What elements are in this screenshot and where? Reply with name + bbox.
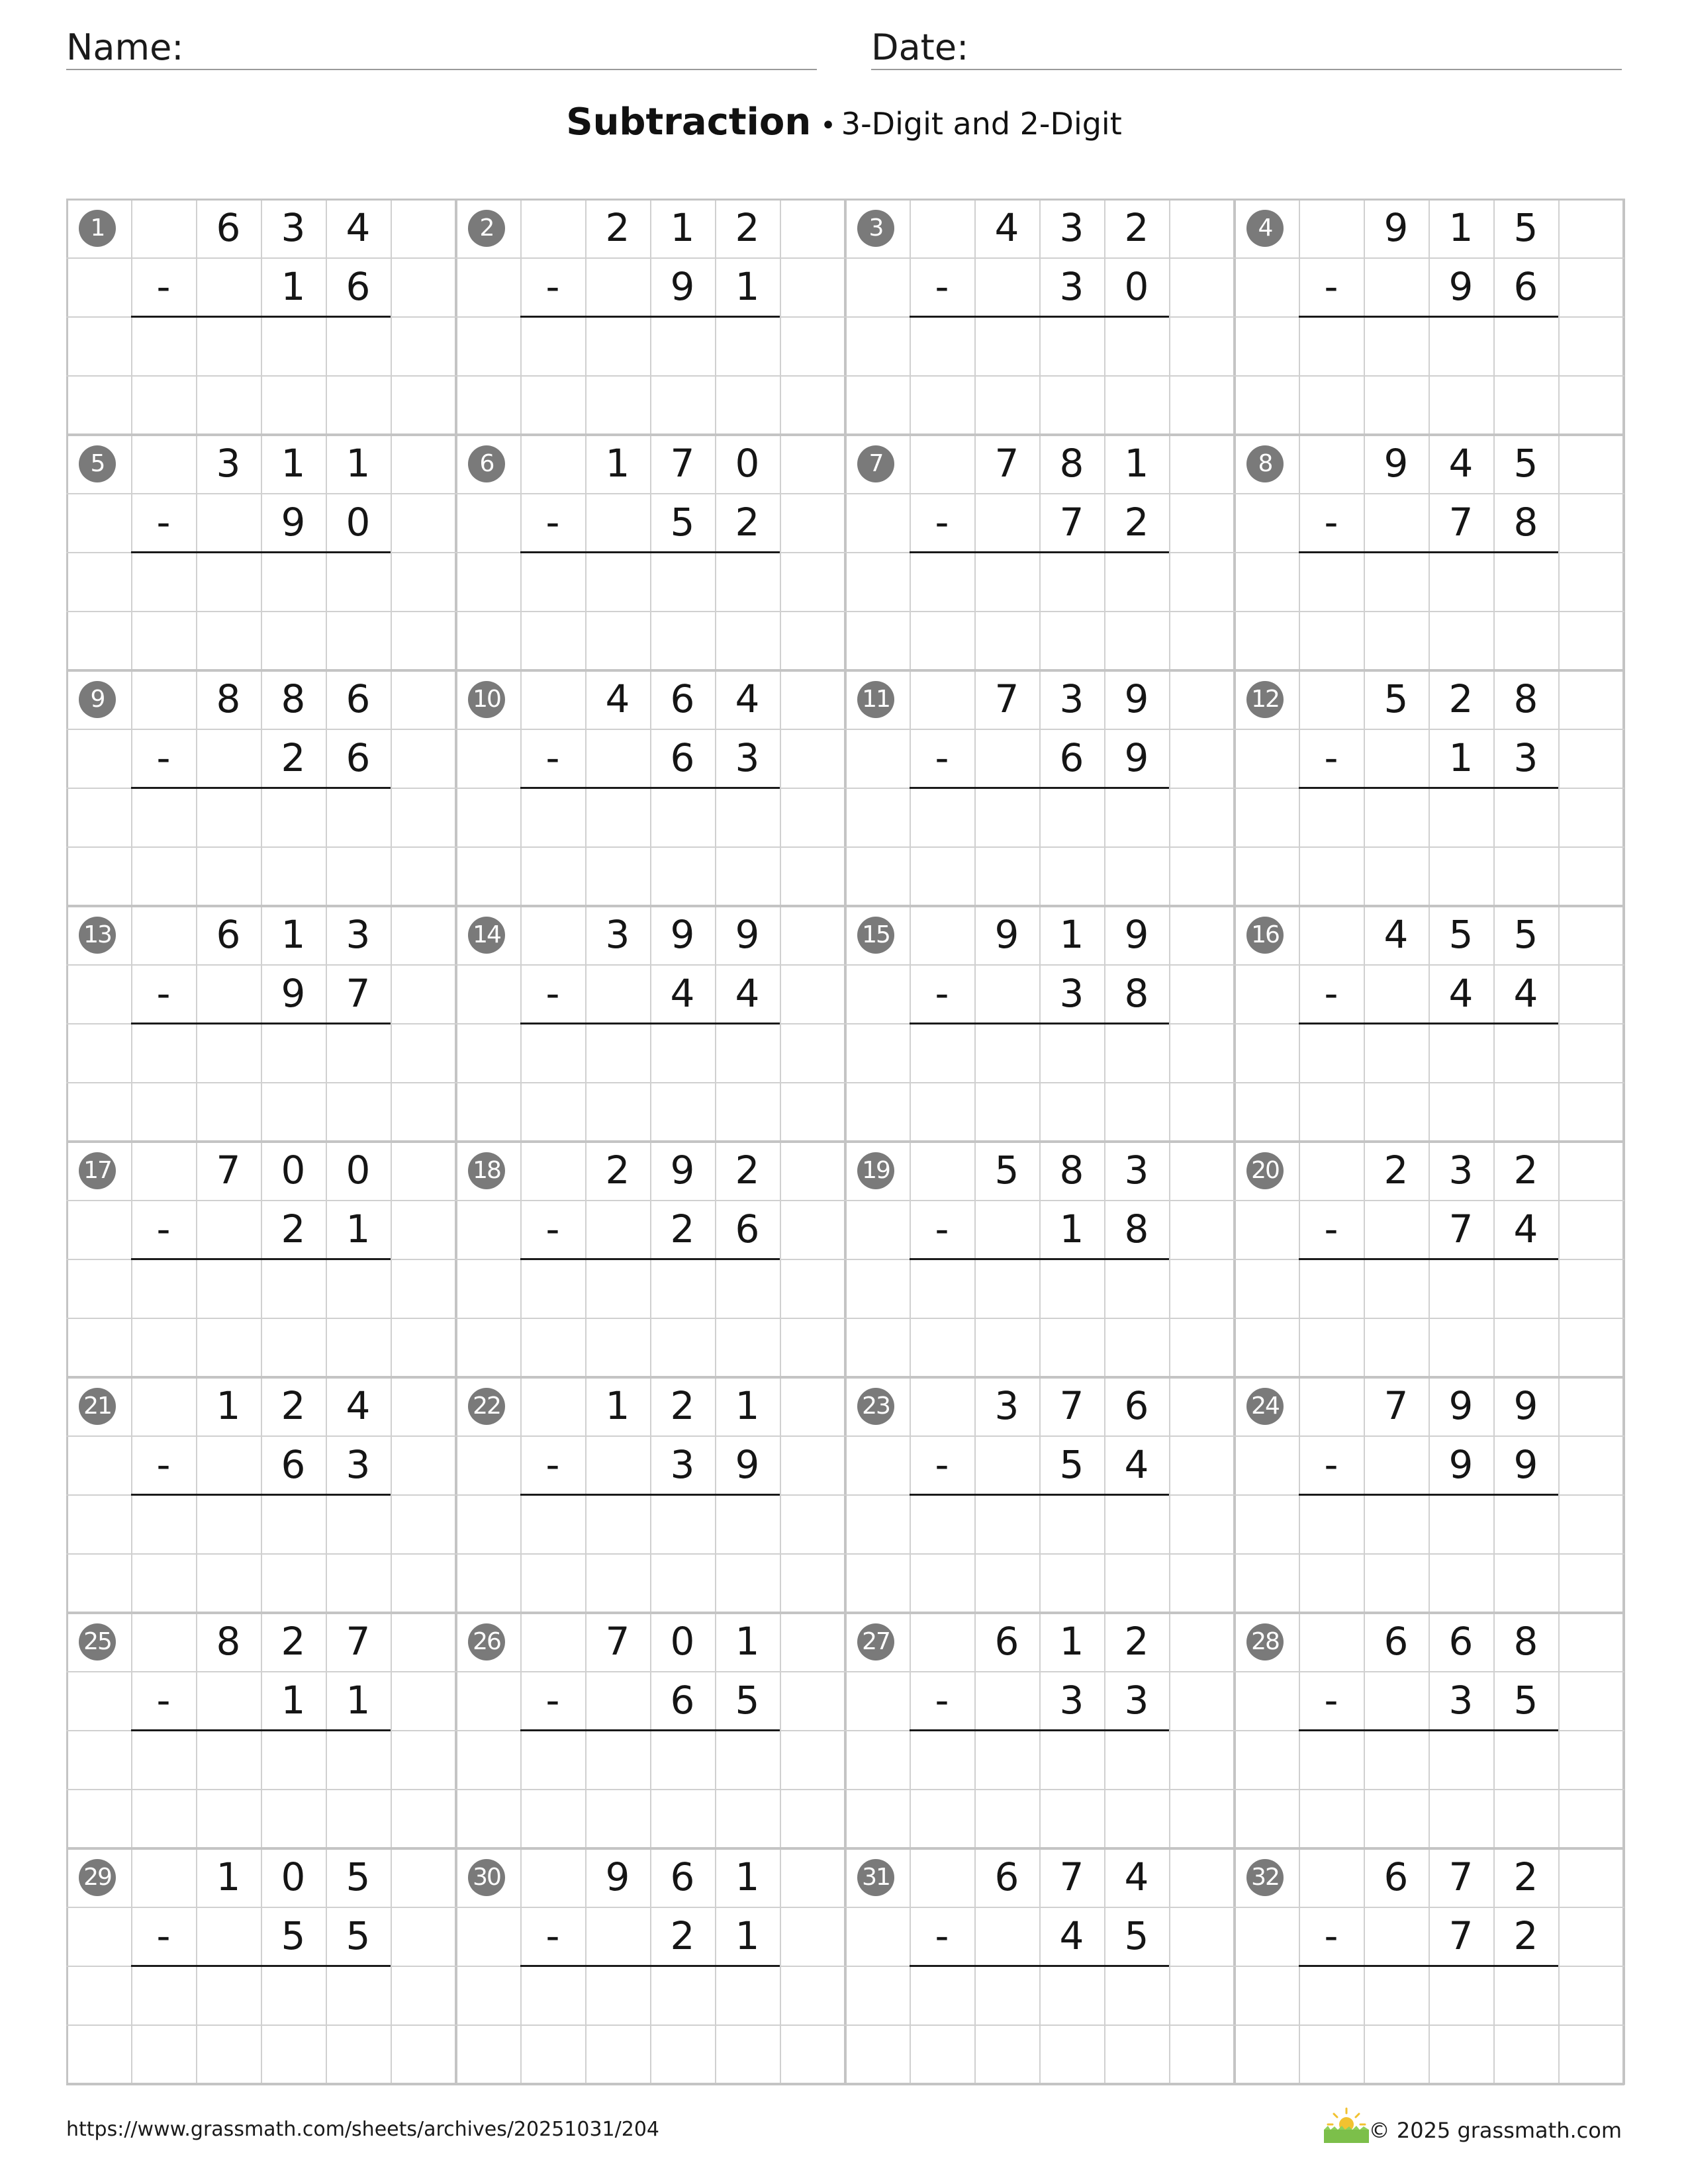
minuend-digit: 7 — [216, 1148, 241, 1193]
minuend-digit: 2 — [1513, 1148, 1538, 1193]
answer-rule — [131, 787, 391, 789]
minuend-digit: 7 — [1383, 1383, 1409, 1428]
answer-rule — [520, 1729, 780, 1731]
minuend-digit: 1 — [1059, 912, 1084, 957]
answer-rule — [131, 1258, 391, 1260]
subtrahend-digit: 4 — [1059, 1913, 1084, 1958]
minus-sign: - — [156, 264, 171, 309]
problem-number-badge: 10 — [468, 681, 505, 718]
name-field[interactable] — [66, 24, 817, 70]
minuend-digit: 2 — [1124, 1619, 1149, 1664]
subtrahend-digit: 5 — [735, 1678, 760, 1723]
minuend-digit: 9 — [670, 1148, 695, 1193]
subtrahend-digit: 9 — [281, 971, 306, 1016]
minuend-digit: 6 — [670, 1854, 695, 1899]
minuend-digit: 0 — [346, 1148, 371, 1193]
minus-sign: - — [935, 1913, 949, 1958]
minus-sign: - — [545, 971, 560, 1016]
minuend-digit: 0 — [281, 1854, 306, 1899]
minuend-digit: 2 — [605, 205, 630, 250]
minuend-digit: 4 — [1124, 1854, 1149, 1899]
minuend-digit: 2 — [1383, 1148, 1409, 1193]
minuend-digit: 7 — [1448, 1854, 1474, 1899]
subtrahend-digit: 4 — [735, 971, 760, 1016]
footer-copyright: © 2025 grassmath.com — [1368, 2118, 1622, 2143]
minus-sign: - — [156, 1913, 171, 1958]
minus-sign: - — [935, 500, 949, 545]
subtrahend-digit: 3 — [670, 1442, 695, 1487]
minuend-digit: 7 — [605, 1619, 630, 1664]
subtrahend-digit: 6 — [735, 1206, 760, 1251]
subtrahend-digit: 5 — [346, 1913, 371, 1958]
answer-rule — [1299, 787, 1558, 789]
problem-number-badge: 4 — [1246, 210, 1284, 247]
subtrahend-digit: 7 — [1448, 500, 1474, 545]
minuend-digit: 3 — [1124, 1148, 1149, 1193]
minuend-digit: 1 — [735, 1383, 760, 1428]
worksheet-grid — [66, 199, 1623, 2085]
minuend-digit: 7 — [1059, 1383, 1084, 1428]
minuend-digit: 6 — [346, 676, 371, 721]
minuend-digit: 2 — [1448, 676, 1474, 721]
minus-sign: - — [545, 735, 560, 780]
minus-sign: - — [1324, 264, 1338, 309]
problem-number-badge: 15 — [857, 917, 894, 954]
subtrahend-digit: 1 — [281, 1678, 306, 1723]
problem-number-badge: 27 — [857, 1623, 894, 1661]
subtrahend-digit: 2 — [1513, 1913, 1538, 1958]
minuend-digit: 1 — [670, 205, 695, 250]
minuend-digit: 1 — [346, 441, 371, 486]
minuend-digit: 1 — [735, 1619, 760, 1664]
subtrahend-digit: 1 — [346, 1206, 371, 1251]
minuend-digit: 4 — [605, 676, 630, 721]
minuend-digit: 3 — [1448, 1148, 1474, 1193]
minus-sign: - — [1324, 1678, 1338, 1723]
problem-number-badge: 22 — [468, 1388, 505, 1425]
problem-number-badge: 2 — [468, 210, 505, 247]
subtrahend-digit: 4 — [1513, 971, 1538, 1016]
subtrahend-digit: 2 — [670, 1913, 695, 1958]
minus-sign: - — [1324, 1206, 1338, 1251]
subtrahend-digit: 9 — [1513, 1442, 1538, 1487]
minus-sign: - — [156, 1206, 171, 1251]
minuend-digit: 9 — [1513, 1383, 1538, 1428]
subtrahend-digit: 3 — [735, 735, 760, 780]
minuend-digit: 9 — [670, 912, 695, 957]
answer-rule — [910, 1729, 1169, 1731]
minuend-digit: 5 — [1513, 441, 1538, 486]
minuend-digit: 6 — [994, 1854, 1019, 1899]
minuend-digit: 4 — [1448, 441, 1474, 486]
answer-rule — [520, 1258, 780, 1260]
answer-rule — [520, 316, 780, 318]
subtrahend-digit: 7 — [1448, 1206, 1474, 1251]
minus-sign: - — [156, 1442, 171, 1487]
minuend-digit: 5 — [1513, 912, 1538, 957]
answer-rule — [131, 1494, 391, 1496]
problem-number-badge: 9 — [79, 681, 116, 718]
minuend-digit: 3 — [994, 1383, 1019, 1428]
problem-number-badge: 26 — [468, 1623, 505, 1661]
problem-number-badge: 30 — [468, 1859, 505, 1896]
answer-rule — [520, 787, 780, 789]
problem-number-badge: 8 — [1246, 445, 1284, 482]
minuend-digit: 6 — [994, 1619, 1019, 1664]
answer-rule — [1299, 551, 1558, 553]
minuend-digit: 1 — [735, 1854, 760, 1899]
subtrahend-digit: 8 — [1124, 1206, 1149, 1251]
subtrahend-digit: 2 — [281, 1206, 306, 1251]
minuend-digit: 9 — [735, 912, 760, 957]
minuend-digit: 1 — [1059, 1619, 1084, 1664]
minuend-digit: 8 — [216, 1619, 241, 1664]
minus-sign: - — [545, 1678, 560, 1723]
problem-number-badge: 11 — [857, 681, 894, 718]
subtrahend-digit: 1 — [735, 1913, 760, 1958]
minuend-digit: 8 — [1059, 1148, 1084, 1193]
minus-sign: - — [545, 264, 560, 309]
subtrahend-digit: 1 — [735, 264, 760, 309]
problem-number-badge: 29 — [79, 1859, 116, 1896]
minus-sign: - — [156, 735, 171, 780]
subtrahend-digit: 8 — [1124, 971, 1149, 1016]
subtrahend-digit: 7 — [346, 971, 371, 1016]
minuend-digit: 8 — [216, 676, 241, 721]
subtrahend-digit: 2 — [735, 500, 760, 545]
answer-rule — [131, 316, 391, 318]
subtrahend-digit: 8 — [1513, 500, 1538, 545]
minuend-digit: 6 — [1448, 1619, 1474, 1664]
minus-sign: - — [1324, 1913, 1338, 1958]
subtrahend-digit: 1 — [346, 1678, 371, 1723]
minus-sign: - — [935, 264, 949, 309]
minuend-digit: 9 — [994, 912, 1019, 957]
answer-rule — [910, 1258, 1169, 1260]
minuend-digit: 8 — [1059, 441, 1084, 486]
problem-number-badge: 5 — [79, 445, 116, 482]
answer-rule — [910, 1023, 1169, 1024]
subtrahend-digit: 9 — [735, 1442, 760, 1487]
minuend-digit: 4 — [346, 205, 371, 250]
answer-rule — [1299, 1023, 1558, 1024]
minus-sign: - — [935, 735, 949, 780]
minuend-digit: 5 — [994, 1148, 1019, 1193]
subtrahend-digit: 0 — [1124, 264, 1149, 309]
subtrahend-digit: 4 — [1448, 971, 1474, 1016]
minuend-digit: 4 — [735, 676, 760, 721]
answer-rule — [131, 1023, 391, 1024]
minuend-digit: 8 — [281, 676, 306, 721]
minuend-digit: 4 — [1383, 912, 1409, 957]
subtrahend-digit: 5 — [1513, 1678, 1538, 1723]
answer-rule — [520, 551, 780, 553]
minus-sign: - — [935, 1206, 949, 1251]
minuend-digit: 7 — [1059, 1854, 1084, 1899]
minuend-digit: 2 — [281, 1619, 306, 1664]
problem-number-badge: 17 — [79, 1152, 116, 1189]
footer-url: https://www.grassmath.com/sheets/archives/20251031/204 — [66, 2118, 660, 2141]
minuend-digit: 3 — [281, 205, 306, 250]
minuend-digit: 3 — [346, 912, 371, 957]
minuend-digit: 1 — [216, 1383, 241, 1428]
problem-number-badge: 25 — [79, 1623, 116, 1661]
minuend-digit: 9 — [1448, 1383, 1474, 1428]
minuend-digit: 1 — [605, 441, 630, 486]
answer-rule — [131, 1729, 391, 1731]
worksheet-title — [0, 101, 1688, 144]
subtrahend-digit: 9 — [1448, 264, 1474, 309]
subtrahend-digit: 6 — [281, 1442, 306, 1487]
minuend-digit: 3 — [216, 441, 241, 486]
minuend-digit: 5 — [1448, 912, 1474, 957]
subtrahend-digit: 3 — [1513, 735, 1538, 780]
problem-number-badge: 28 — [1246, 1623, 1284, 1661]
minus-sign: - — [545, 500, 560, 545]
answer-rule — [131, 551, 391, 553]
subtrahend-digit: 6 — [1513, 264, 1538, 309]
minuend-digit: 1 — [605, 1383, 630, 1428]
answer-rule — [1299, 1729, 1558, 1731]
minuend-digit: 6 — [216, 912, 241, 957]
minuend-digit: 2 — [1513, 1854, 1538, 1899]
minuend-digit: 6 — [1124, 1383, 1149, 1428]
subtrahend-digit: 4 — [1513, 1206, 1538, 1251]
subtrahend-digit: 3 — [1059, 971, 1084, 1016]
problem-number-badge: 16 — [1246, 917, 1284, 954]
minus-sign: - — [545, 1442, 560, 1487]
minuend-digit: 0 — [281, 1148, 306, 1193]
subtrahend-digit: 5 — [281, 1913, 306, 1958]
title-separator: • — [820, 111, 836, 141]
minus-sign: - — [545, 1913, 560, 1958]
answer-rule — [910, 551, 1169, 553]
subtrahend-digit: 2 — [670, 1206, 695, 1251]
subtrahend-digit: 5 — [670, 500, 695, 545]
answer-rule — [910, 316, 1169, 318]
answer-rule — [1299, 1258, 1558, 1260]
minuend-digit: 2 — [605, 1148, 630, 1193]
answer-rule — [910, 787, 1169, 789]
subtrahend-digit: 3 — [1448, 1678, 1474, 1723]
problem-number-badge: 12 — [1246, 681, 1284, 718]
subtrahend-digit: 7 — [1059, 500, 1084, 545]
subtrahend-digit: 6 — [670, 735, 695, 780]
problem-number-badge: 14 — [468, 917, 505, 954]
minuend-digit: 9 — [605, 1854, 630, 1899]
minuend-digit: 1 — [281, 441, 306, 486]
minuend-digit: 7 — [346, 1619, 371, 1664]
minus-sign: - — [935, 1442, 949, 1487]
minuend-digit: 0 — [735, 441, 760, 486]
problem-number-badge: 32 — [1246, 1859, 1284, 1896]
problem-number-badge: 21 — [79, 1388, 116, 1425]
minuend-digit: 1 — [281, 912, 306, 957]
minuend-digit: 6 — [216, 205, 241, 250]
subtrahend-digit: 2 — [1124, 500, 1149, 545]
subtrahend-digit: 2 — [281, 735, 306, 780]
subtrahend-digit: 9 — [281, 500, 306, 545]
minuend-digit: 6 — [1383, 1619, 1409, 1664]
minus-sign: - — [156, 1678, 171, 1723]
subtrahend-digit: 1 — [1448, 735, 1474, 780]
minuend-digit: 8 — [1513, 1619, 1538, 1664]
minus-sign: - — [545, 1206, 560, 1251]
minuend-digit: 5 — [1513, 205, 1538, 250]
minus-sign: - — [935, 971, 949, 1016]
problem-number-badge: 23 — [857, 1388, 894, 1425]
subtrahend-digit: 1 — [1059, 1206, 1084, 1251]
minuend-digit: 4 — [994, 205, 1019, 250]
subtrahend-digit: 5 — [1059, 1442, 1084, 1487]
minuend-digit: 9 — [1383, 441, 1409, 486]
answer-rule — [520, 1494, 780, 1496]
answer-rule — [910, 1494, 1169, 1496]
answer-rule — [520, 1965, 780, 1967]
problem-number-badge: 7 — [857, 445, 894, 482]
grass-sun-logo-icon — [1323, 2105, 1370, 2144]
subtrahend-digit: 3 — [346, 1442, 371, 1487]
minuend-digit: 3 — [605, 912, 630, 957]
problem-number-badge: 18 — [468, 1152, 505, 1189]
minus-sign: - — [1324, 1442, 1338, 1487]
problem-number-badge: 1 — [79, 210, 116, 247]
minuend-digit: 2 — [670, 1383, 695, 1428]
problem-number-badge: 19 — [857, 1152, 894, 1189]
subtrahend-digit: 3 — [1059, 1678, 1084, 1723]
minus-sign: - — [156, 500, 171, 545]
subtrahend-digit: 6 — [670, 1678, 695, 1723]
subtrahend-digit: 6 — [346, 264, 371, 309]
minuend-digit: 4 — [346, 1383, 371, 1428]
minus-sign: - — [156, 971, 171, 1016]
subtrahend-digit: 3 — [1059, 264, 1084, 309]
subtrahend-digit: 9 — [1448, 1442, 1474, 1487]
problem-number-badge: 3 — [857, 210, 894, 247]
minuend-digit: 7 — [670, 441, 695, 486]
subtrahend-digit: 6 — [346, 735, 371, 780]
minuend-digit: 1 — [1448, 205, 1474, 250]
problem-number-badge: 6 — [468, 445, 505, 482]
problem-number-badge: 13 — [79, 917, 116, 954]
minuend-digit: 9 — [1383, 205, 1409, 250]
subtrahend-digit: 7 — [1448, 1913, 1474, 1958]
problem-number-badge: 31 — [857, 1859, 894, 1896]
title-main: Subtraction — [566, 101, 812, 144]
title-subtitle: 3-Digit and 2-Digit — [841, 106, 1122, 142]
minuend-digit: 9 — [1124, 912, 1149, 957]
answer-rule — [910, 1965, 1169, 1967]
minus-sign: - — [1324, 735, 1338, 780]
subtrahend-digit: 1 — [281, 264, 306, 309]
date-label: Date: — [871, 26, 969, 68]
minus-sign: - — [1324, 971, 1338, 1016]
subtrahend-digit: 9 — [1124, 735, 1149, 780]
answer-rule — [1299, 1494, 1558, 1496]
minuend-digit: 5 — [1383, 676, 1409, 721]
answer-rule — [1299, 1965, 1558, 1967]
subtrahend-digit: 4 — [670, 971, 695, 1016]
minuend-digit: 1 — [216, 1854, 241, 1899]
minuend-digit: 6 — [670, 676, 695, 721]
subtrahend-digit: 4 — [1124, 1442, 1149, 1487]
subtrahend-digit: 9 — [670, 264, 695, 309]
minuend-digit: 6 — [1383, 1854, 1409, 1899]
answer-rule — [1299, 316, 1558, 318]
subtrahend-digit: 6 — [1059, 735, 1084, 780]
minuend-digit: 5 — [346, 1854, 371, 1899]
answer-rule — [131, 1965, 391, 1967]
problem-number-badge: 20 — [1246, 1152, 1284, 1189]
minuend-digit: 2 — [735, 1148, 760, 1193]
minuend-digit: 0 — [670, 1619, 695, 1664]
subtrahend-digit: 0 — [346, 500, 371, 545]
date-field[interactable] — [871, 24, 1622, 70]
minuend-digit: 7 — [994, 441, 1019, 486]
minuend-digit: 8 — [1513, 676, 1538, 721]
minuend-digit: 9 — [1124, 676, 1149, 721]
minuend-digit: 3 — [1059, 205, 1084, 250]
minuend-digit: 2 — [281, 1383, 306, 1428]
answer-rule — [520, 1023, 780, 1024]
minuend-digit: 2 — [735, 205, 760, 250]
minus-sign: - — [1324, 500, 1338, 545]
name-label: Name: — [66, 26, 184, 68]
subtrahend-digit: 5 — [1124, 1913, 1149, 1958]
subtrahend-digit: 3 — [1124, 1678, 1149, 1723]
minuend-digit: 3 — [1059, 676, 1084, 721]
minuend-digit: 1 — [1124, 441, 1149, 486]
problem-number-badge: 24 — [1246, 1388, 1284, 1425]
minuend-digit: 7 — [994, 676, 1019, 721]
minuend-digit: 2 — [1124, 205, 1149, 250]
minus-sign: - — [935, 1678, 949, 1723]
